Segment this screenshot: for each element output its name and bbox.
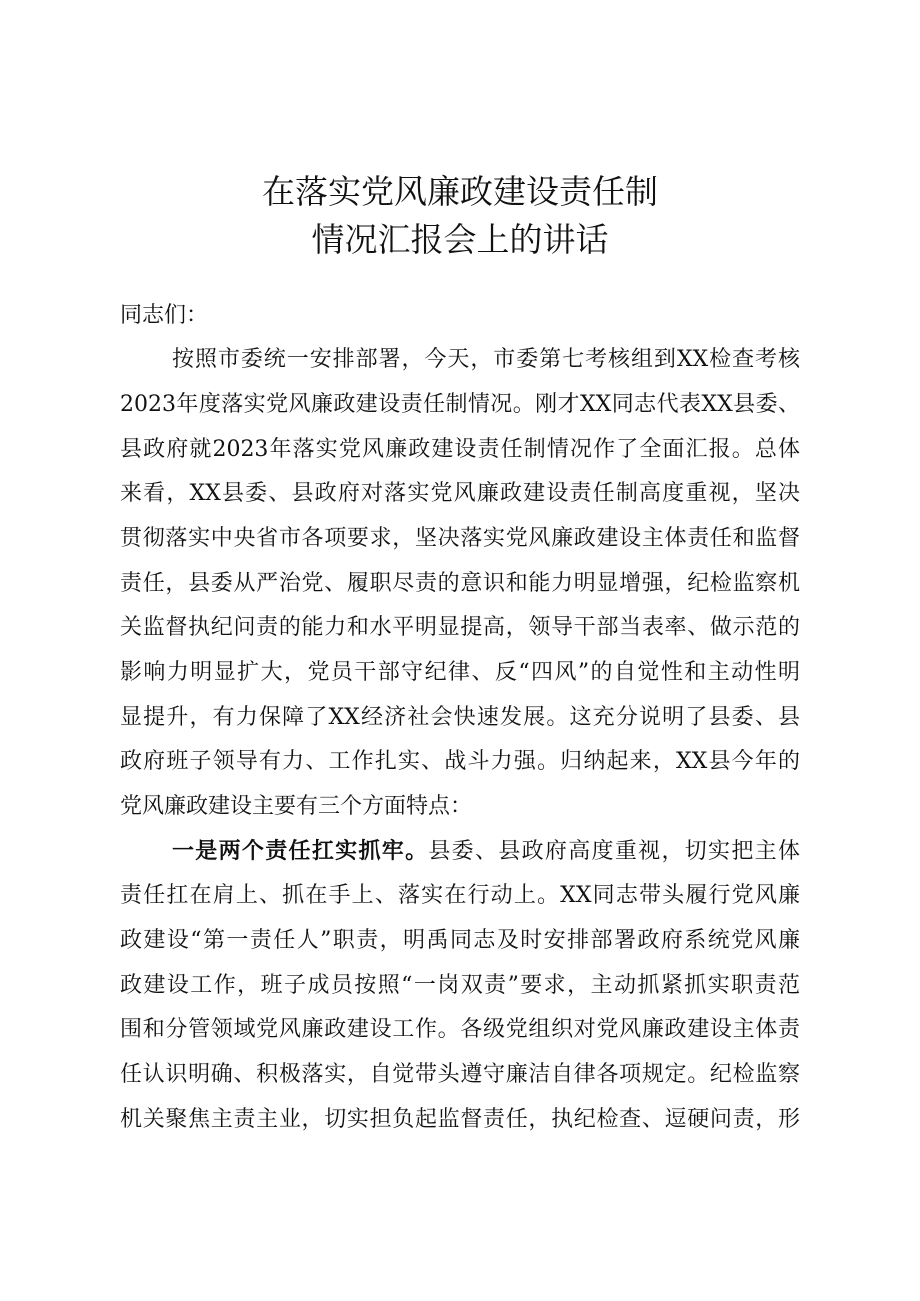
paragraph-1-line-9: 显提升，有力保障了XX经济社会快速发展。这充分说明了县委、县 xyxy=(120,705,800,730)
paragraph-1-line-10: 政府班子领导有力、工作扎实、战斗力强。归纳起来，XX县今年的 xyxy=(120,749,800,774)
paragraph-2-line-5: 围和分管领域党风廉政建设工作。各级党组织对党风廉政建设主体责 xyxy=(120,1017,800,1042)
paragraph-1-line-1: 按照市委统一安排部署，今天，市委第七考核组到XX检查考核 xyxy=(172,347,800,372)
paragraph-1-line-2: 2023年度落实党风廉政建设责任制情况。刚才XX同志代表XX县委、 xyxy=(120,392,800,417)
paragraph-2-line-7: 机关聚焦主责主业，切实担负起监督责任，执纪检查、逗硬问责，形 xyxy=(120,1107,800,1132)
paragraph-2-line-6: 任认识明确、积极落实，自觉带头遵守廉洁自律各项规定。纪检监察 xyxy=(120,1062,800,1087)
point-1-heading: 一是两个责任扛实抓牢。 xyxy=(172,839,429,864)
paragraph-2-line-3: 政建设“第一责任人”职责，明禹同志及时安排部署政府系统党风廉 xyxy=(120,928,800,953)
document-title-line-2: 情况汇报会上的讲话 xyxy=(311,220,609,259)
paragraph-1-line-5: 贯彻落实中央省市各项要求，坚决落实党风廉政建设主体责任和监督 xyxy=(120,526,800,551)
paragraph-2-line-2: 责任扛在肩上、抓在手上、落实在行动上。XX同志带头履行党风廉 xyxy=(120,883,800,908)
paragraph-1-line-3: 县政府就2023年落实党风廉政建设责任制情况作了全面汇报。总体 xyxy=(120,437,800,462)
paragraph-2-line-1 xyxy=(172,837,800,867)
paragraph-1-line-11: 党风廉政建设主要有三个方面特点： xyxy=(120,794,473,819)
document-title-line-1: 在落实党风廉政建设责任制 xyxy=(262,172,658,211)
paragraph-1-line-6: 责任，县委从严治党、履职尽责的意识和能力明显增强，纪检监察机 xyxy=(120,571,800,596)
paragraph-2-line-4: 政建设工作，班子成员按照“一岗双责”要求，主动抓紧抓实职责范 xyxy=(120,973,800,998)
salutation: 同志们： xyxy=(120,303,209,328)
paragraph-1-line-4: 来看，XX县委、县政府对落实党风廉政建设责任制高度重视，坚决 xyxy=(120,481,800,506)
point-1-first-text: 县委、县政府高度重视，切实把主体 xyxy=(428,839,800,864)
paragraph-1-line-7: 关监督执纪问责的能力和水平明显提高，领导干部当表率、做示范的 xyxy=(120,615,800,640)
paragraph-1-line-8: 影响力明显扩大，党员干部守纪律、反“四风”的自觉性和主动性明 xyxy=(120,660,800,685)
